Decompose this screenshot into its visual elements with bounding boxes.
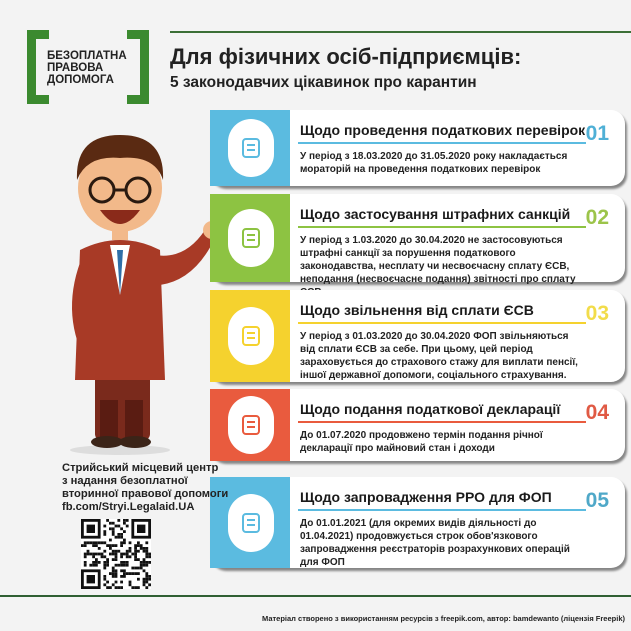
card-text: До 01.01.2021 (для окремих видів діяльності до 01.04.2021) продовжується строк обов'язкового запровадження реєстраторів розрахункових операцій для ФОП	[300, 518, 570, 568]
money-bag-icon	[228, 307, 274, 365]
card-title: Щодо проведення податкових перевірок	[300, 122, 586, 138]
cash-register-icon	[228, 494, 274, 552]
org-name-line: з надання безоплатної	[62, 475, 188, 487]
card-divider	[298, 509, 586, 511]
card-color-block	[210, 110, 290, 186]
org-name-line: вторинної правової допомоги	[62, 488, 229, 500]
card-divider	[298, 322, 586, 324]
logo	[27, 30, 149, 104]
organization-info	[62, 462, 228, 514]
inspector-icon	[228, 119, 274, 177]
info-card	[210, 194, 625, 285]
card-number: 04	[585, 401, 609, 424]
card-text: У період з 18.03.2020 до 31.05.2020 року накладається мораторій на проведення податкових перевірок	[300, 151, 568, 175]
info-card	[210, 477, 625, 568]
card-title: Щодо подання податкової декларації	[300, 401, 561, 417]
info-card	[210, 290, 625, 382]
gavel-document-icon	[228, 209, 274, 267]
logo-bracket-right	[127, 30, 149, 104]
org-name-line: Стрийський місцевий центр	[62, 462, 219, 474]
card-color-block	[210, 290, 290, 382]
info-card	[210, 110, 625, 186]
qr-code[interactable]	[81, 519, 151, 589]
card-divider	[298, 226, 586, 228]
facebook-link[interactable]: fb.com/Stryi.Legalaid.UA	[62, 501, 195, 513]
page-title: Для фізичних осіб-підприємців:	[170, 44, 522, 69]
card-color-block	[210, 389, 290, 461]
scroll-document-icon	[228, 396, 274, 454]
card-title: Щодо застосування штрафних санкцій	[300, 206, 571, 222]
header-divider	[170, 31, 631, 33]
card-title: Щодо запровадження РРО для ФОП	[300, 489, 552, 505]
page-subtitle: 5 законодавчих цікавинок про карантин	[170, 74, 477, 91]
logo-line: БЕЗОПЛАТНА	[47, 50, 127, 62]
card-text: У період з 01.03.2020 до 30.04.2020 ФОП звільняються від сплати ЄСВ за себе. При цьому, цей період зараховується до страхового стажу для виплати пенсії, іншої державної допомоги, соціального страхування.	[300, 331, 578, 381]
footer-divider	[0, 595, 631, 597]
card-number: 01	[585, 122, 609, 145]
card-text: У період з 1.03.2020 до 30.04.2020 не застосовуються штрафні санкції за порушення податкового законодавства, несплату чи несвоєчасну сплату ЄСВ, неподання (несвоєчасне подання) звітності про сплату	[300, 235, 576, 285]
logo-bracket-left	[27, 30, 49, 104]
logo-text	[47, 50, 127, 86]
logo-line: ПРАВОВА	[47, 62, 104, 74]
card-divider	[298, 421, 586, 423]
card-number: 02	[585, 206, 609, 229]
card-text: До 01.07.2020 продовжено термін подання річної декларації про майновий стан і доходи	[300, 430, 543, 454]
card-divider	[298, 142, 586, 144]
info-card	[210, 389, 625, 461]
card-number: 05	[585, 489, 609, 512]
cartoon-businessman-illustration	[55, 120, 225, 455]
footer-credit: Матеріал створено з використанням ресурсів з freepik.com, автор: bamdewanto (ліцензія Freepik)	[261, 614, 625, 623]
logo-line: ДОПОМОГА	[47, 74, 114, 86]
card-number: 03	[585, 302, 609, 325]
card-title: Щодо звільнення від сплати ЄСВ	[300, 302, 534, 318]
card-color-block	[210, 194, 290, 282]
